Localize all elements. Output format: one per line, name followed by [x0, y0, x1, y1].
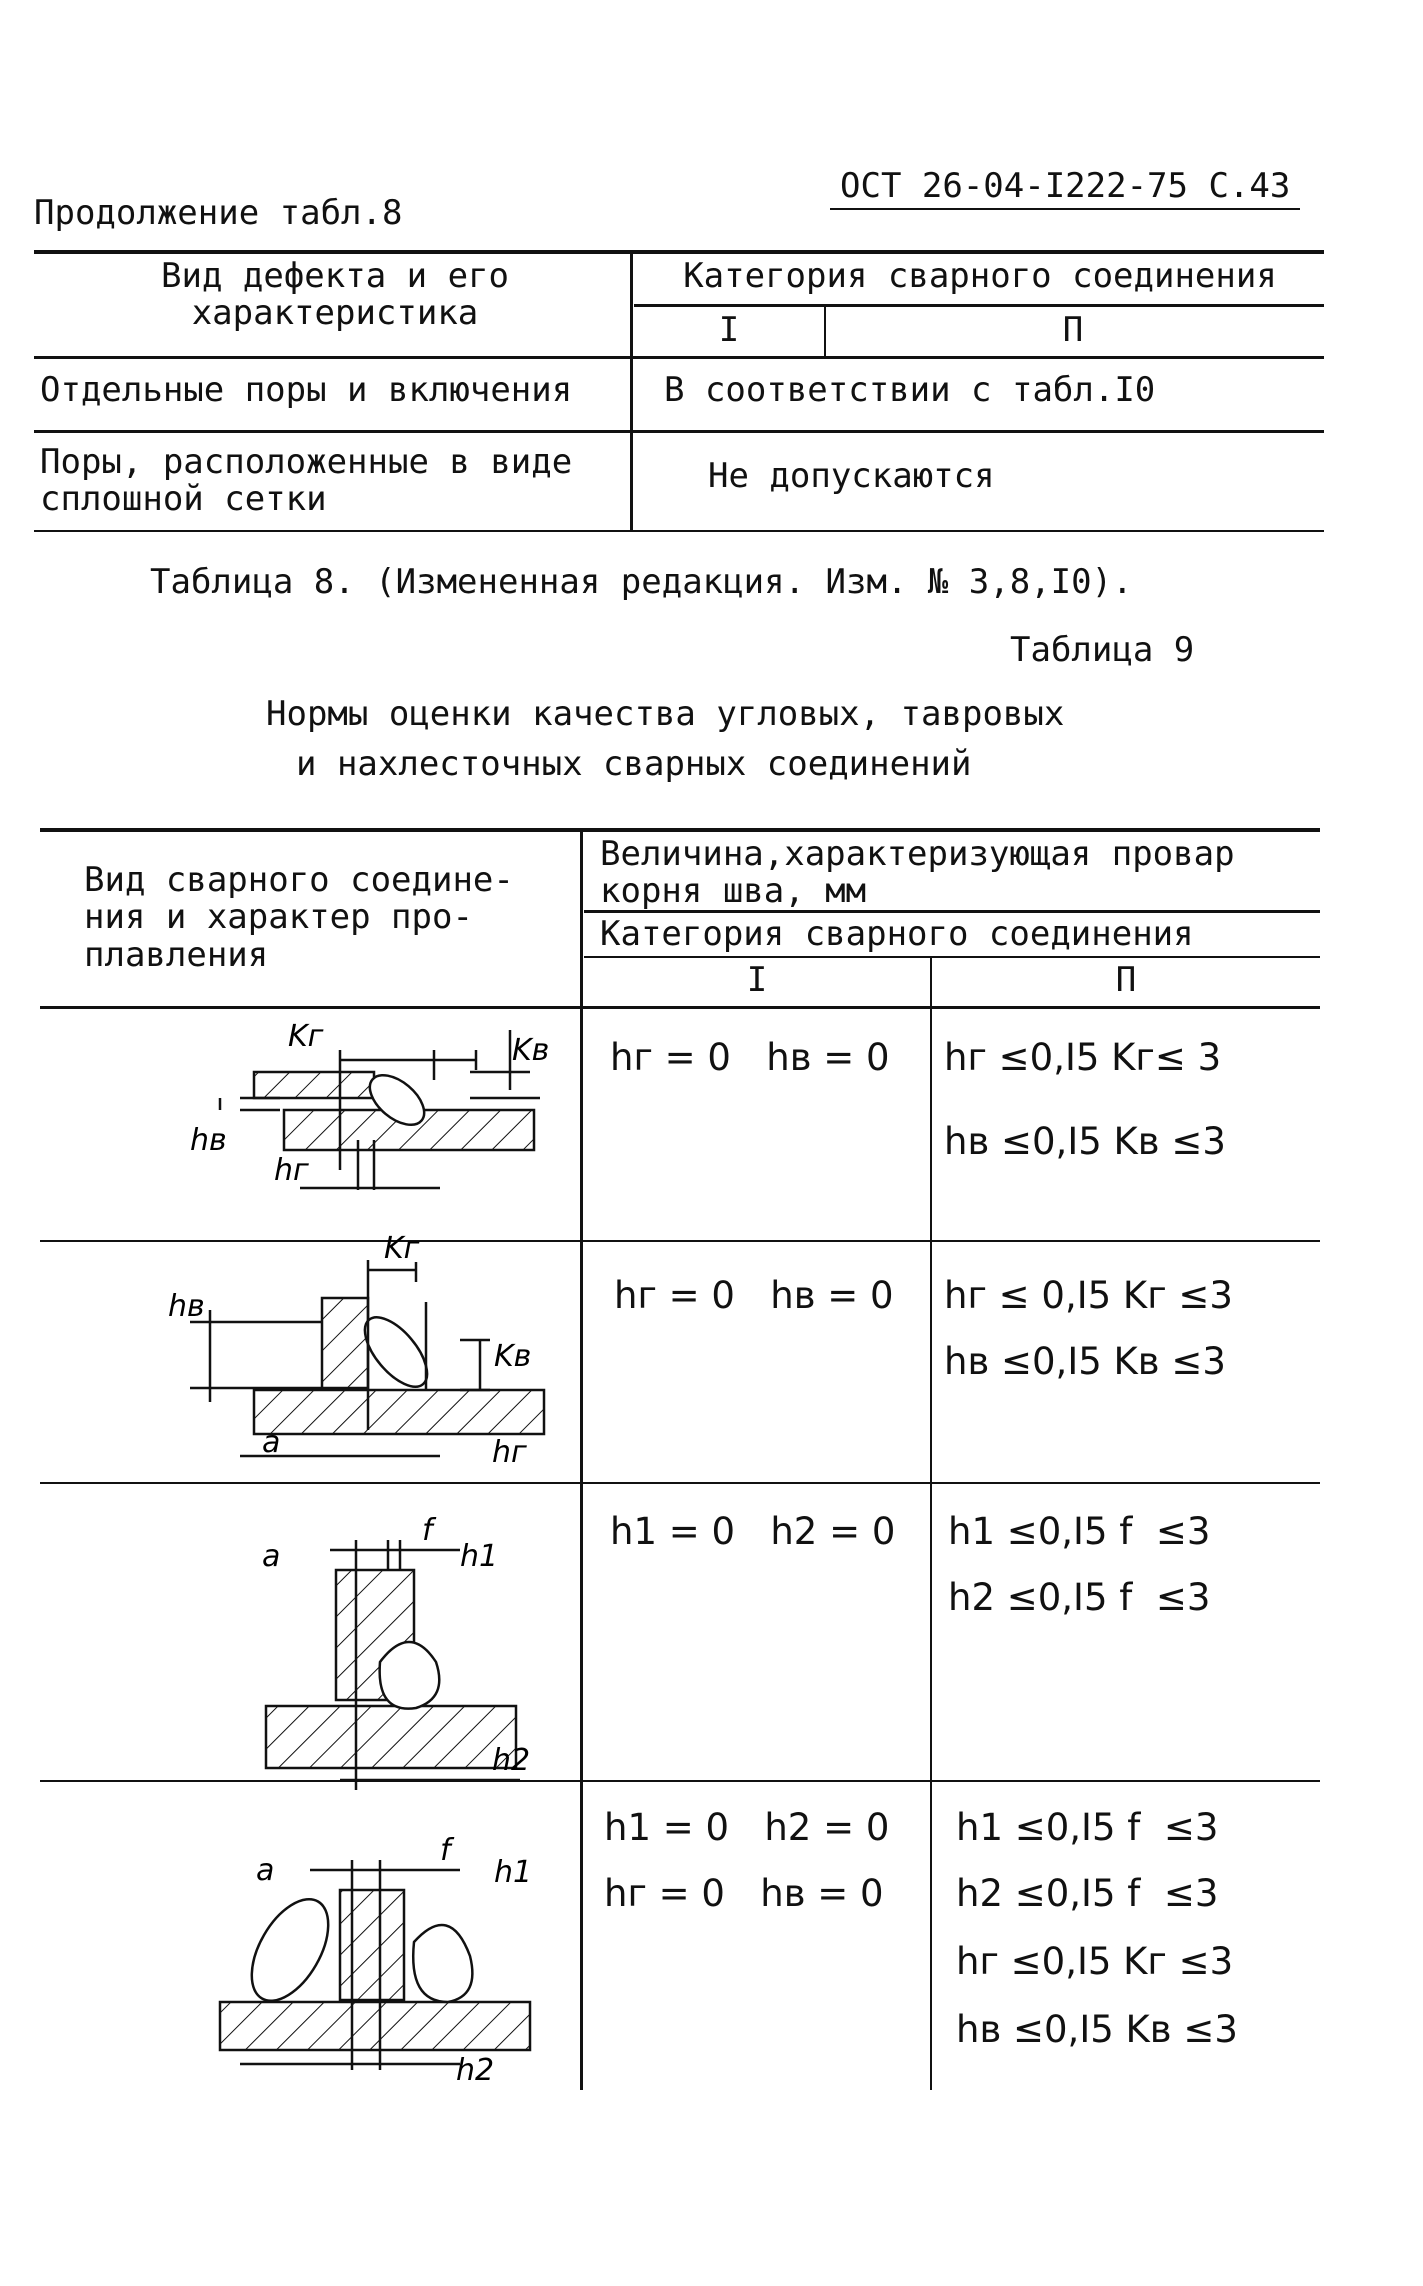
table-9-col-joint: Вид сварного соедине- ния и характер про- плавления — [84, 860, 514, 975]
diagram-3-a-label: a — [262, 1539, 281, 1574]
header-underline — [830, 208, 1300, 210]
table-8-note: Таблица 8. (Измененная редакция. Изм. № 3,8,I0). — [150, 562, 1133, 602]
row-4-cat-1-formula-1: h1 = 0 h2 = 0 — [604, 1806, 890, 1849]
table-8-cat-2: П — [1062, 310, 1084, 350]
diagram-double-tee-joint — [220, 1860, 530, 2070]
table-9-header-bottom-rule — [40, 1006, 1320, 1009]
diagram-lap-joint — [220, 1030, 540, 1190]
table-8-row-2-defect: Поры, расположенные в виде сплошной сетки — [40, 442, 573, 520]
diagram-1-hg-label: hг — [274, 1153, 309, 1188]
standard-number: ОСТ 26-04-I222-75 С.43 — [840, 166, 1291, 206]
table-9-col-value: Величина,характеризующая провар корня шва, мм — [600, 834, 1235, 912]
row-2-cat-2-formula-1: hг ≤ 0,I5 Kг ≤3 — [944, 1274, 1233, 1317]
table-8-row-2-value: Не допускаются — [708, 456, 995, 496]
table-8-col-defect: Вид дефекта и его характеристика — [161, 256, 509, 334]
diagram-1-kg-label: Kг — [288, 1019, 324, 1054]
table-8-column-divider — [630, 252, 633, 532]
row-3-cat-1-formula: h1 = 0 h2 = 0 — [610, 1510, 896, 1553]
table-8-row-1-value: В соответствии с табл.I0 — [664, 370, 1156, 410]
diagram-2-a-label: a — [262, 1425, 281, 1460]
row-4-cat-1-formula-2: hг = 0 hв = 0 — [604, 1872, 884, 1915]
row-4-cat-2-formula-1: h1 ≤0,I5 f ≤3 — [956, 1806, 1219, 1849]
diagram-4-h2-label: h2 — [456, 2053, 495, 2088]
table-9-category-divider — [930, 956, 932, 2090]
table-9-cat-1: I — [746, 960, 768, 1000]
table-9-title-line-1: Нормы оценки качества угловых, тавровых — [266, 694, 1065, 734]
diagram-2-kg-label: Kг — [384, 1231, 420, 1266]
table-8-col-category: Категория сварного соединения — [683, 256, 1277, 296]
row-1-cat-2-formula-1: hг ≤0,I5 Kг≤ 3 — [944, 1036, 1222, 1079]
row-2-cat-2-formula-2: hв ≤0,I5 Kв ≤3 — [944, 1340, 1226, 1383]
table-9-top-rule — [40, 828, 1320, 832]
row-1-cat-1-formula: hг = 0 hв = 0 — [610, 1036, 890, 1079]
row-4-cat-2-formula-4: hв ≤0,I5 Kв ≤3 — [956, 2008, 1238, 2051]
weld-diagrams — [40, 1010, 580, 2090]
diagram-3-f-label: f — [422, 1513, 433, 1548]
row-3-cat-2-formula-2: h2 ≤0,I5 f ≤3 — [948, 1576, 1211, 1619]
row-4-cat-2-formula-2: h2 ≤0,I5 f ≤3 — [956, 1872, 1219, 1915]
diagram-4-f-label: f — [440, 1833, 451, 1868]
row-1-cat-2-formula-2: hв ≤0,I5 Kв ≤3 — [944, 1120, 1226, 1163]
diagram-3-h2-label: h2 — [492, 1743, 531, 1778]
table-8-subheader-rule — [634, 304, 1324, 307]
diagram-2-hg-label: hг — [492, 1435, 527, 1470]
diagram-1-hv-label: hв — [190, 1123, 227, 1158]
table-8-header-bottom-rule — [34, 356, 1324, 359]
table-9-col-category: Категория сварного соединения — [600, 914, 1194, 954]
diagram-tee-gap-joint — [266, 1540, 520, 1790]
table-9-cat-2: П — [1115, 960, 1137, 1000]
table-9-category-rule — [584, 956, 1320, 958]
continuation-label: Продолжение табл.8 — [34, 193, 403, 233]
row-4-cat-2-formula-3: hг ≤0,I5 Kг ≤3 — [956, 1940, 1234, 1983]
table-9-column-divider — [580, 830, 583, 2090]
table-8-row-1-defect: Отдельные поры и включения — [40, 370, 573, 410]
table-9-label: Таблица 9 — [1010, 630, 1195, 670]
table-8-top-rule — [34, 250, 1324, 254]
table-8-cat-1: I — [718, 310, 740, 350]
table-9-title-line-2: и нахлесточных сварных соединений — [296, 744, 972, 784]
diagram-4-h1-label: h1 — [494, 1855, 533, 1890]
table-8-row-rule — [34, 430, 1324, 433]
diagram-1-kv-label: Kв — [512, 1033, 550, 1068]
row-3-cat-2-formula-1: h1 ≤0,I5 f ≤3 — [948, 1510, 1211, 1553]
diagram-2-kv-label: Kв — [494, 1339, 532, 1374]
diagram-4-a-label: a — [256, 1853, 275, 1888]
diagram-2-hv-label: hв — [168, 1289, 205, 1324]
diagram-tee-joint — [190, 1260, 544, 1456]
diagram-3-h1-label: h1 — [460, 1539, 499, 1574]
row-2-cat-1-formula: hг = 0 hв = 0 — [614, 1274, 894, 1317]
table-8-bottom-rule — [34, 530, 1324, 532]
